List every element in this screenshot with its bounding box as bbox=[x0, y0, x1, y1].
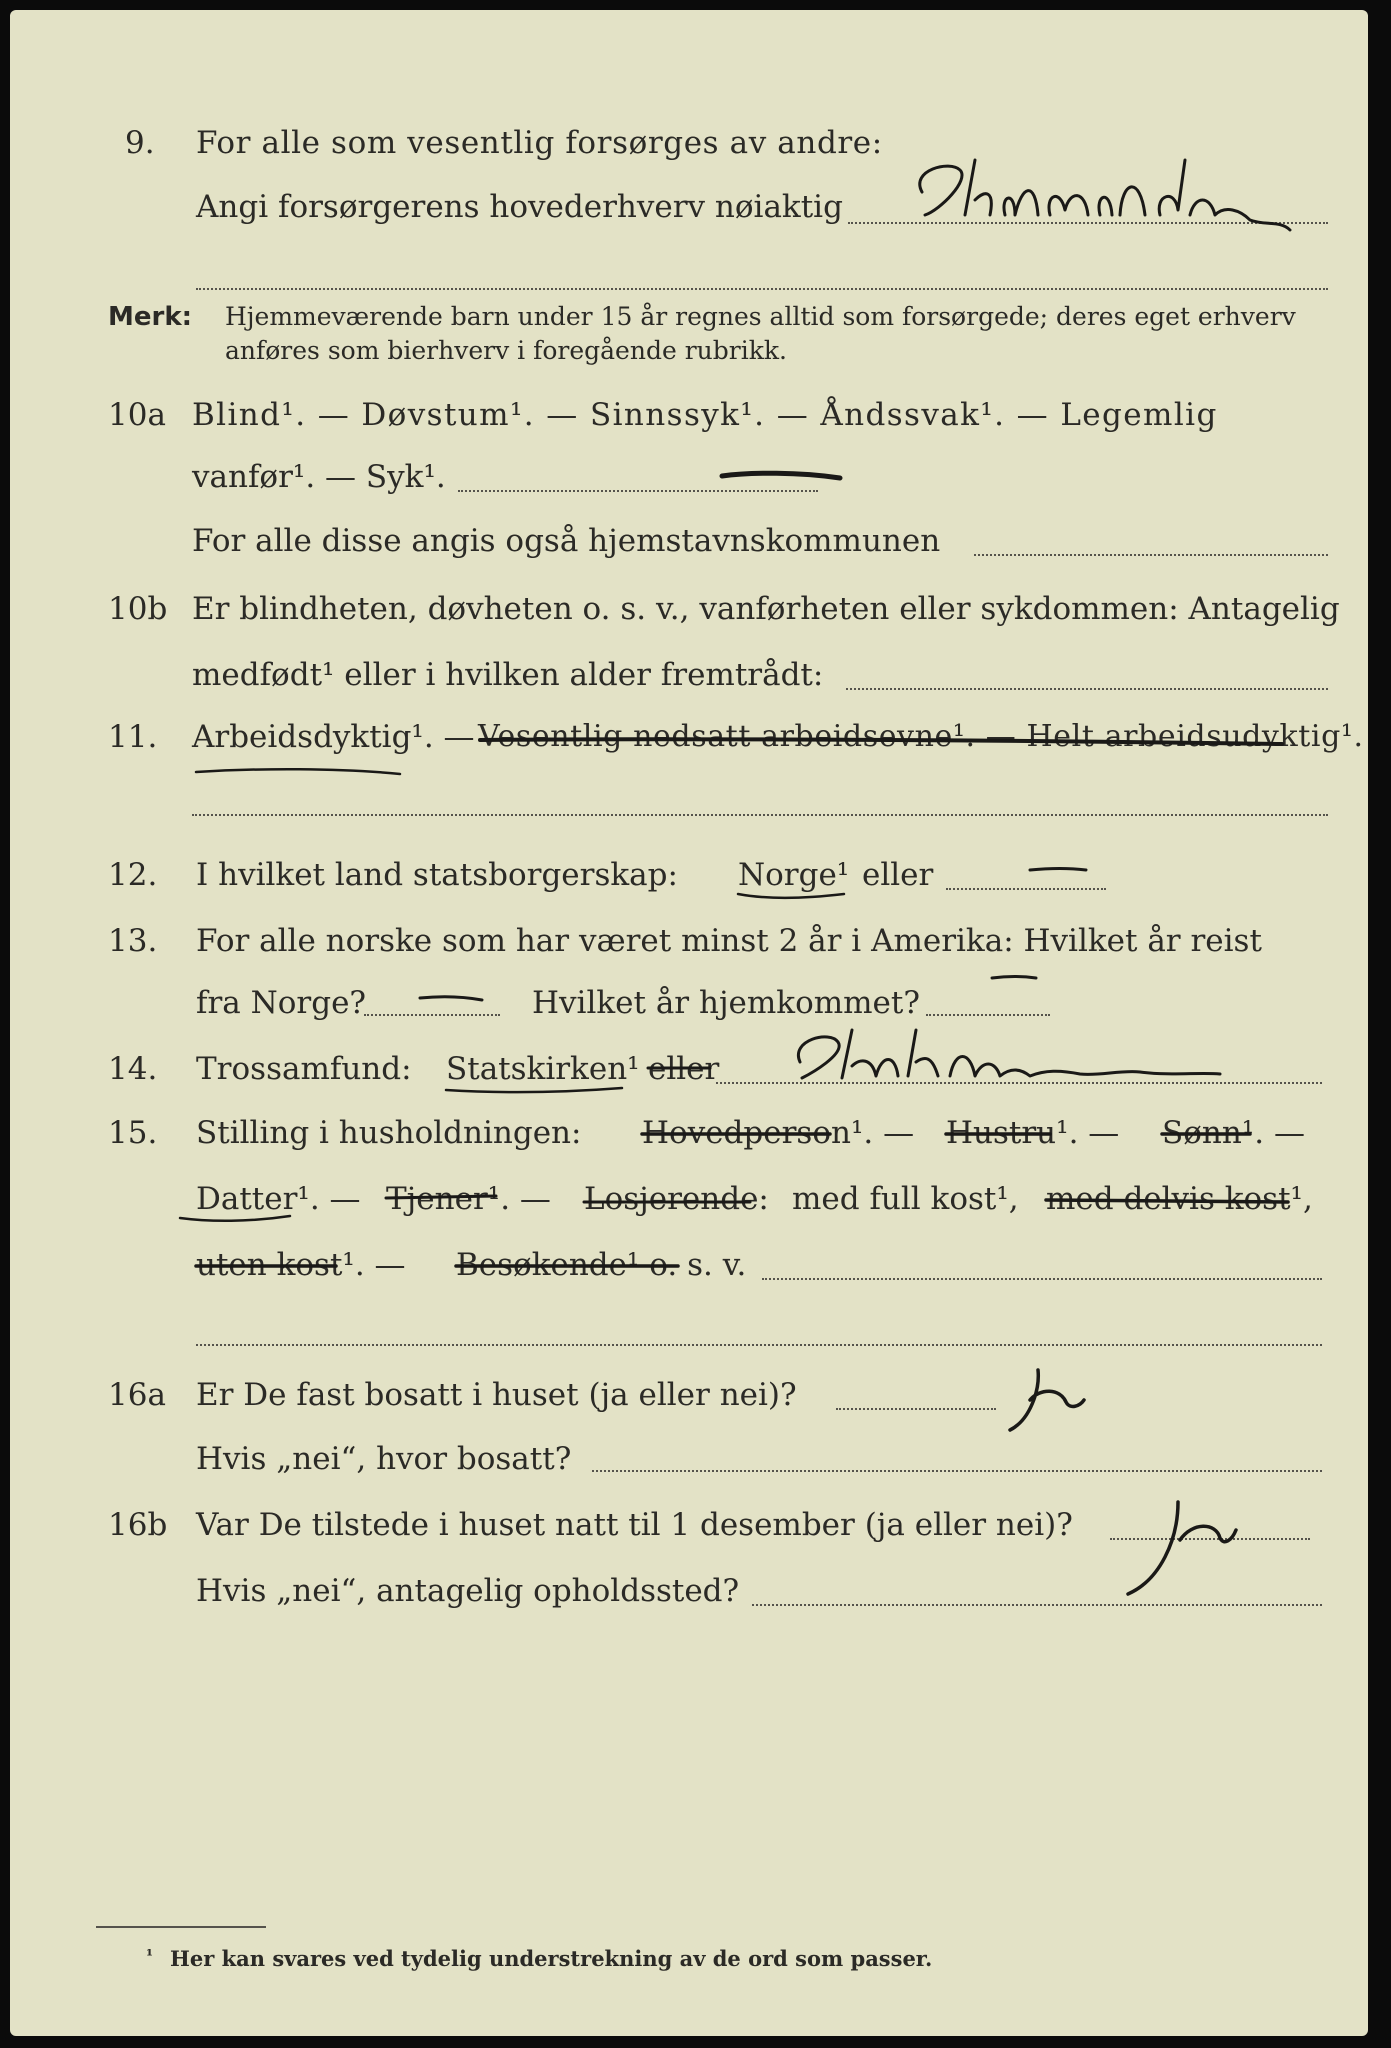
q14-option: Statskirken¹ bbox=[446, 1051, 640, 1087]
handwriting-q16b bbox=[1128, 1502, 1236, 1594]
merk-line1: Hjemmeværende barn under 15 år regnes alltid som forsørgede; deres eget erhverv bbox=[225, 302, 1296, 331]
census-form-page bbox=[10, 10, 1368, 2036]
q14-underline bbox=[446, 1088, 622, 1092]
q15-delvis-kost: med delvis kost¹, bbox=[1046, 1181, 1313, 1217]
q15-besokende: Besøkende¹ o. s. v. bbox=[456, 1247, 747, 1283]
q11-underline bbox=[196, 769, 400, 774]
q16a-line2: Hvis „nei“, hvor bosatt? bbox=[196, 1441, 572, 1477]
q16b-line2: Hvis „nei“, antagelig opholdssted? bbox=[196, 1573, 740, 1609]
q11-strike bbox=[480, 739, 1282, 744]
q9-number: 9. bbox=[125, 125, 155, 161]
q10a-line2: vanfør¹. — Syk¹. bbox=[192, 459, 446, 495]
q13-line2b: Hvilket år hjemkommet? bbox=[532, 985, 920, 1021]
q15-losjerende: Losjerende: bbox=[584, 1181, 769, 1217]
q10a-number: 10a bbox=[108, 397, 166, 433]
q15-strike-tjener bbox=[386, 1196, 496, 1198]
q15-datter: Datter¹. — bbox=[196, 1181, 361, 1217]
q13-line1: For alle norske som har været minst 2 år i Amerika: Hvilket år reist bbox=[196, 923, 1262, 959]
q15-datter-underline bbox=[180, 1216, 290, 1221]
q16a-line1: Er De fast bosatt i huset (ja eller nei)? bbox=[196, 1377, 797, 1413]
q12-underline bbox=[738, 894, 844, 898]
q15-strike-delvis bbox=[1046, 1200, 1288, 1202]
q15-hovedperson: Hovedperson¹. — bbox=[642, 1115, 915, 1151]
q15-uten-kost: uten kost¹. — bbox=[196, 1247, 406, 1283]
q9-line2: Angi forsørgerens hovederhverv nøiaktig bbox=[196, 189, 843, 225]
q11-part1: Arbeidsdyktig¹. — bbox=[192, 719, 475, 755]
q10a-dash bbox=[722, 473, 840, 478]
q10b-line2: medfødt¹ eller i hvilken alder fremtrådt: bbox=[192, 657, 824, 693]
q15-line1: Stilling i husholdningen: bbox=[196, 1115, 582, 1151]
q13-line2a: fra Norge? bbox=[196, 985, 367, 1021]
q11-number: 11. bbox=[108, 719, 158, 755]
q16a-number: 16a bbox=[108, 1377, 166, 1413]
footnote-text: Her kan svares ved tydelig understrekning av de ord som passer. bbox=[170, 1946, 933, 1971]
q14-number: 14. bbox=[108, 1051, 158, 1087]
q13-dash-1 bbox=[420, 997, 482, 1000]
q15-full-kost: med full kost¹, bbox=[792, 1181, 1019, 1217]
q15-tjener: Tjener¹. — bbox=[386, 1181, 551, 1217]
q10b-line1: Er blindheten, døvheten o. s. v., vanførheten eller sykdommen: Antagelig bbox=[192, 591, 1340, 627]
q12-text: I hvilket land statsborgerskap: bbox=[196, 857, 678, 893]
q13-number: 13. bbox=[108, 923, 158, 959]
q13-dash-2 bbox=[992, 977, 1036, 979]
q16b-line1: Var De tilstede i huset natt til 1 desember (ja eller nei)? bbox=[196, 1507, 1073, 1543]
q15-hustru: Hustru¹. — bbox=[946, 1115, 1120, 1151]
q12-suffix: eller bbox=[862, 857, 934, 893]
q11-part2: Vesentlig nedsatt arbeidsevne¹. — Helt arbeidsudyktig¹. bbox=[478, 719, 1364, 754]
q12-number: 12. bbox=[108, 857, 158, 893]
q15-sonn: Sønn¹. — bbox=[1162, 1115, 1305, 1151]
handwriting-q16a bbox=[1010, 1370, 1084, 1430]
q12-dash bbox=[1030, 869, 1086, 871]
q10a-line1: Blind¹. — Døvstum¹. — Sinnssyk¹. — Åndssvak¹. — Legemlig bbox=[192, 397, 1218, 433]
q10a-line3: For alle disse angis også hjemstavnskommunen bbox=[192, 523, 941, 559]
handwriting-q14 bbox=[798, 1030, 1220, 1078]
pen-markings bbox=[10, 10, 1368, 2036]
q16b-number: 16b bbox=[108, 1507, 168, 1543]
merk-label: Merk: bbox=[108, 302, 193, 332]
footnote-mark: ¹ bbox=[146, 1946, 154, 1965]
merk-line2: anføres som bierhverv i foregående rubrikk. bbox=[225, 336, 787, 365]
q14-struck: eller bbox=[648, 1051, 720, 1087]
handwriting-q9 bbox=[920, 160, 1290, 230]
q12-answer: Norge¹ bbox=[738, 857, 850, 893]
q15-number: 15. bbox=[108, 1115, 158, 1151]
q10b-number: 10b bbox=[108, 591, 168, 627]
q14-text: Trossamfund: bbox=[196, 1051, 412, 1087]
q9-line1: For alle som vesentlig forsørges av andre: bbox=[196, 125, 883, 161]
